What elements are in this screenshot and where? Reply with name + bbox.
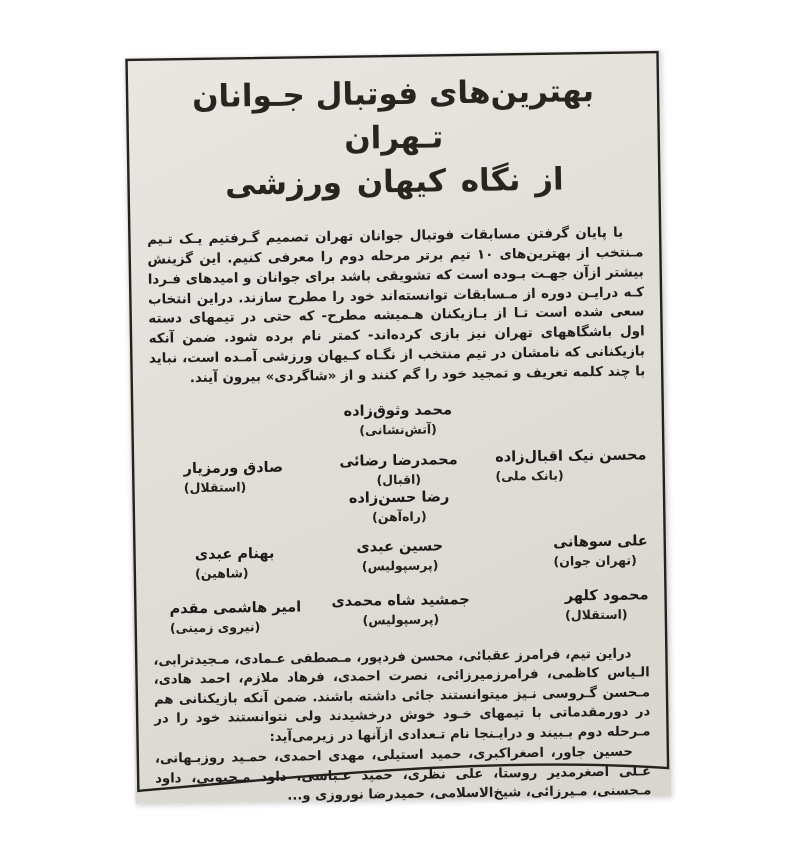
roster-slot-left (150, 402, 316, 441)
headline-line-1: بهترین‌های فوتبال جـوانان تـهران (191, 73, 595, 157)
player-name: جمشید شاه محمدی (331, 591, 470, 610)
player-club: (پرسپولیس) (361, 557, 439, 574)
player-name: حسین عبدی (356, 538, 444, 556)
player-name: رضا حسن‌زاده (348, 488, 450, 507)
article-headline (145, 68, 643, 207)
player-entry (195, 546, 275, 581)
player-entry (553, 533, 648, 568)
player-name: محمد وثوق‌زاده (343, 401, 453, 420)
preliminary-round-names-paragraph: حسین جاور، اصغراکبری، حمید استیلی، مهدی احمدی، حمـید روزبـهانی، عـلی اصغرمدیر روستا، علی نظری، حمید عـباسی، داود مـحبوبی، داود مـحسنی، مـیرزائی، شیخ‌الاسلامی، حمیدرضا نوروزی و... (154, 744, 652, 805)
roster-row-3 (152, 533, 649, 582)
roster-row-1 (150, 397, 646, 441)
player-entry (495, 447, 647, 483)
player-club: (بانک ملی) (495, 467, 564, 484)
player-entry (343, 402, 452, 438)
player-entry (565, 587, 649, 622)
player-club: (استقلال) (183, 478, 247, 495)
player-club: (اقبال) (376, 471, 422, 487)
roster-slot-right (482, 533, 648, 577)
roster-slot-center (316, 449, 482, 525)
headline-line-2: از نگاه کیهان ورزشی (224, 161, 564, 203)
roster-slot-left (152, 538, 318, 582)
player-club: (تهران جوان) (553, 552, 637, 569)
roster-slot-right (480, 397, 646, 436)
article-content (145, 52, 652, 805)
player-name: محسن نیک اقبال‌زاده (495, 446, 647, 466)
player-entry (331, 592, 470, 628)
intro-paragraph: با پایان گرفتن مسابقات فوتبال جوانان تهران تصمیم گـرفتیم یـک تـیم مـنتخب از بهترین‌های ۱۰ تیم برتر مرحله دوم را معرفی کنیم. این گزینش بیشتر ازآن جهـت بـوده است که تشویقی باشد برای جوانان و امیدهای فـردا کـه درایـن دوره از مـسابقات توانسته‌اند خود را مطرح سازند. دراین انتخاب سعی شده است تـا از بـازیکنان هـمیشه مطرح- که حتی در تیمهای دسته اول باشگاههای تهران نیز بازی کرده‌اند- کمتر نام برده شود. ضمن آنکه بازیکنانی که نامشان در تیم منتخب از نگـاه کـیهان ورزشی آمـده است، نباید با چند کلمه تعریف و تمجید خود را گم کنند و از «شاگردی» بیرون آیند. (147, 225, 646, 386)
roster-slot-right (481, 447, 647, 523)
player-entry (349, 489, 450, 524)
roster-slot-right (483, 587, 649, 631)
player-club: (راه‌آهن) (371, 508, 427, 525)
player-name: امیر هاشمی مقدم (169, 599, 302, 618)
player-name: بهنام عبدی (194, 545, 275, 563)
roster-row-2 (150, 447, 647, 528)
player-club: (شاهین) (194, 564, 249, 581)
player-club: (آتش‌نشانی) (359, 421, 437, 438)
player-name: محمود کلهر (564, 586, 649, 605)
player-name: علی سوهانی (553, 532, 648, 551)
roster-slot-left (153, 592, 319, 636)
player-entry (356, 538, 443, 573)
player-entry (169, 599, 301, 635)
roster-slot-left (150, 452, 316, 528)
player-club: (استقلال) (565, 606, 628, 623)
roster-slot-center (315, 399, 481, 438)
player-name: محمدرضا رضائی (339, 451, 458, 470)
roster-slot-center (318, 589, 484, 633)
roster-row-4 (152, 587, 649, 636)
player-club: (نیروی زمینی) (169, 618, 261, 636)
player-entry (339, 452, 458, 488)
player-name: صادق ورمزیار (183, 459, 284, 477)
player-club: (پرسپولیس) (362, 611, 440, 628)
selected-team-roster (150, 397, 649, 636)
roster-slot-center (317, 535, 483, 579)
newspaper-clipping (124, 50, 671, 804)
player-entry (183, 459, 283, 494)
honorable-mentions-paragraph: دراین تیم، فرامرز عقبائی، محسن فردپور، مـصطفی عـمادی، مـجیدترابی، الـیاس کاظمی، فرامرزمیرزائی، نصرت احمدی، فرهاد ملازم، احمد هادی، مـحسن گـروسی نـیز میتوانستند جائی داشته باشند. ضمن آنکه بازیکنانی هم در دورمقدماتی با تیمهای خـود خوش درخشیدند ولی نتوانستند خود را در مـرحله دوم بـبیند و درایـنجا نام تـعدادی ازآنها در زیرمی‌آید: (153, 646, 651, 745)
